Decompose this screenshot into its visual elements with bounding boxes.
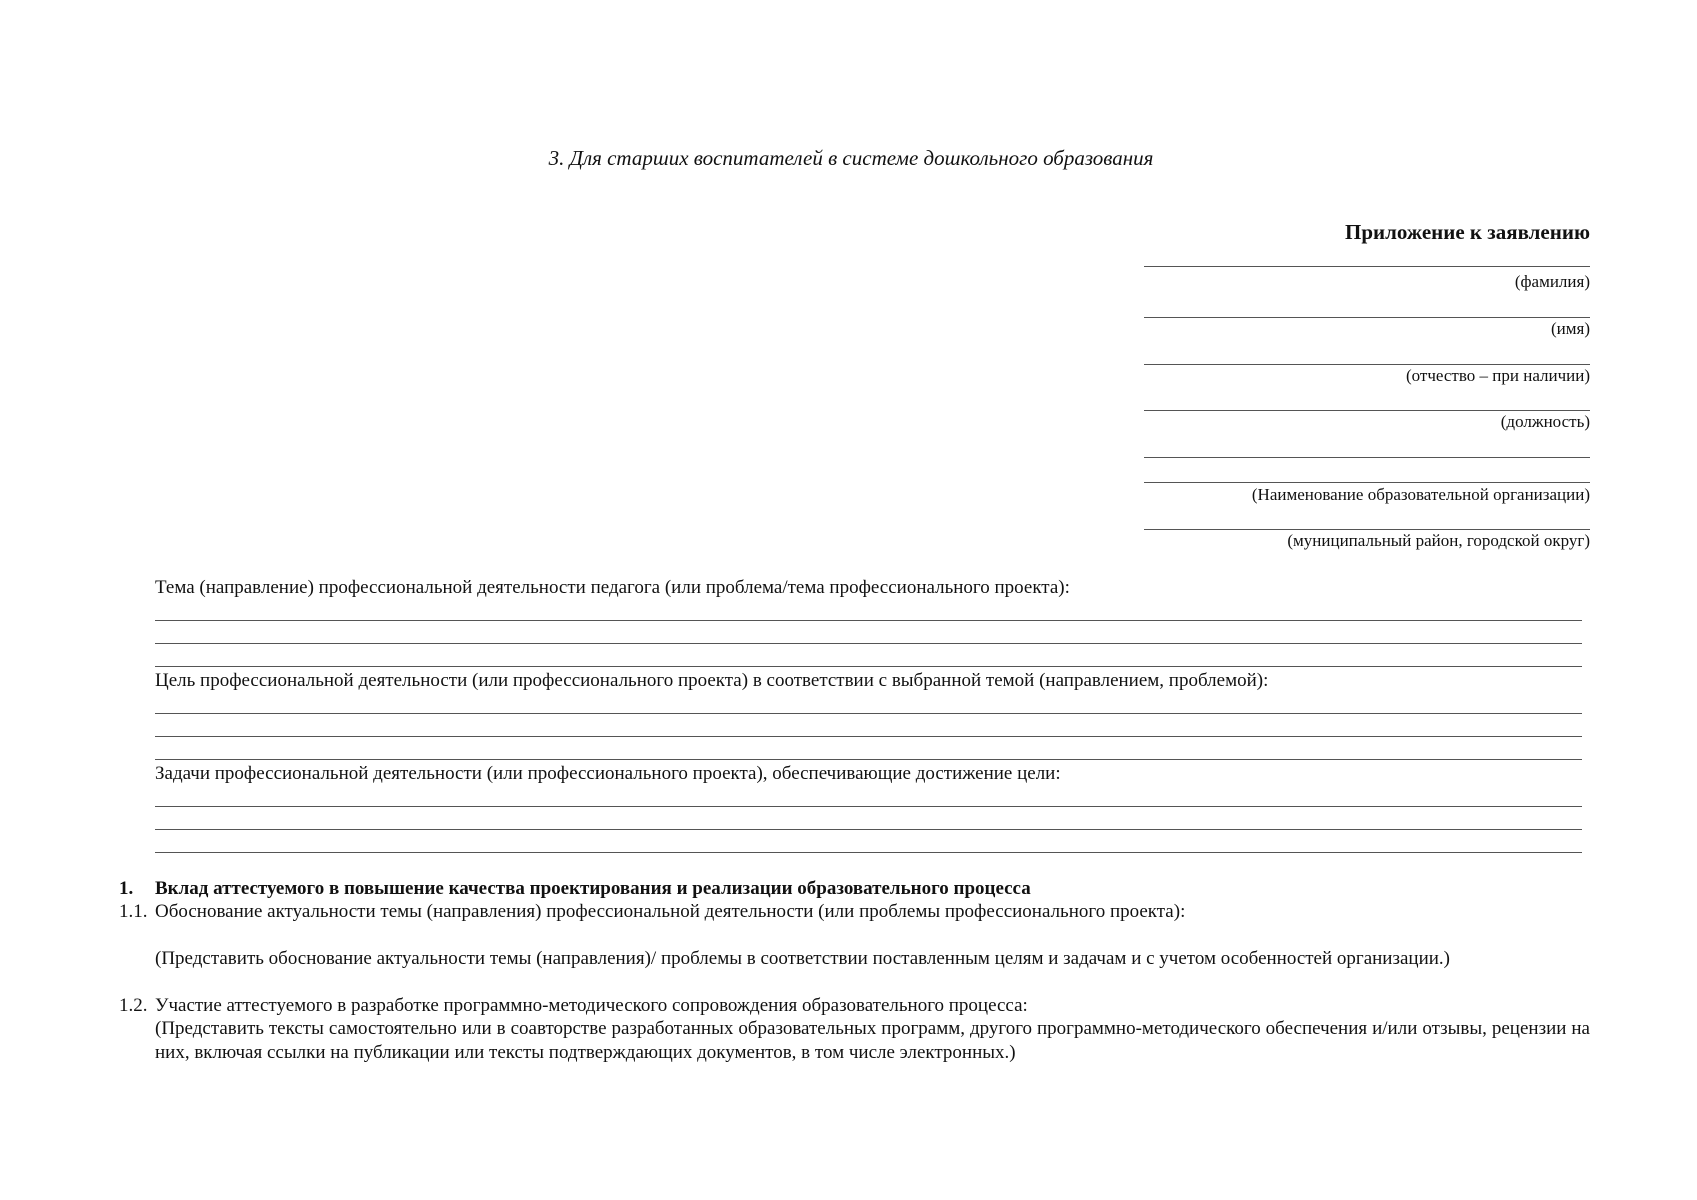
- district-line[interactable]: [1144, 529, 1590, 530]
- topic-line-3[interactable]: [155, 666, 1582, 667]
- tasks-line-1[interactable]: [155, 806, 1582, 807]
- section-1-2-title: Участие аттестуемого в разработке программно-методического сопровождения образовательного процесса:: [155, 995, 1028, 1016]
- position-caption: (должность): [1500, 412, 1590, 431]
- section-1-title: Вклад аттестуемого в повышение качества проектирования и реализации образовательного процесса: [155, 878, 1031, 899]
- topic-line-1[interactable]: [155, 620, 1582, 621]
- document-heading: 3. Для старших воспитателей в системе дошкольного образования: [548, 146, 1154, 170]
- section-1-1-note: (Представить обоснование актуальности темы (направления)/ проблемы в соответствии поставленным целям и задачам и с учетом особенностей организации.): [155, 948, 1450, 969]
- surname-line[interactable]: [1144, 266, 1590, 267]
- section-1-2-note: (Представить тексты самостоятельно или в соавторстве разработанных образовательных программ, другого программно-методического обеспечения и/или отзывы, рецензии на них, включая ссылки на публикации или тексты подтверждающих документов, в том числе электронных.): [155, 1018, 1590, 1063]
- district-caption: (муниципальный район, городской округ): [1287, 531, 1590, 550]
- section-1-2-number: 1.2.: [119, 995, 148, 1016]
- goal-line-3[interactable]: [155, 759, 1582, 760]
- tasks-prompt: Задачи профессиональной деятельности (или профессионального проекта), обеспечивающие достижение цели:: [155, 763, 1061, 784]
- topic-line-2[interactable]: [155, 643, 1582, 644]
- patronymic-caption: (отчество – при наличии): [1406, 366, 1590, 385]
- goal-line-2[interactable]: [155, 736, 1582, 737]
- topic-prompt: Тема (направление) профессиональной деятельности педагога (или проблема/тема профессионального проекта):: [155, 577, 1070, 598]
- position-line[interactable]: [1144, 410, 1590, 411]
- section-1-number: 1.: [119, 878, 134, 899]
- organization-line-2[interactable]: [1144, 482, 1590, 483]
- organization-line-1[interactable]: [1144, 457, 1590, 458]
- appendix-title: Приложение к заявлению: [1345, 220, 1590, 244]
- name-caption: (имя): [1551, 319, 1590, 338]
- tasks-line-2[interactable]: [155, 829, 1582, 830]
- section-1-1-title: Обоснование актуальности темы (направления) профессиональной деятельности (или проблемы профессионального проекта):: [155, 901, 1186, 922]
- tasks-line-3[interactable]: [155, 852, 1582, 853]
- name-line[interactable]: [1144, 317, 1590, 318]
- organization-caption: (Наименование образовательной организации): [1251, 485, 1590, 504]
- goal-line-1[interactable]: [155, 713, 1582, 714]
- section-1-1-number: 1.1.: [119, 901, 148, 922]
- patronymic-line[interactable]: [1144, 364, 1590, 365]
- surname-caption: (фамилия): [1514, 272, 1590, 291]
- goal-prompt: Цель профессиональной деятельности (или профессионального проекта) в соответствии с выбранной темой (направлением, проблемой):: [155, 670, 1269, 691]
